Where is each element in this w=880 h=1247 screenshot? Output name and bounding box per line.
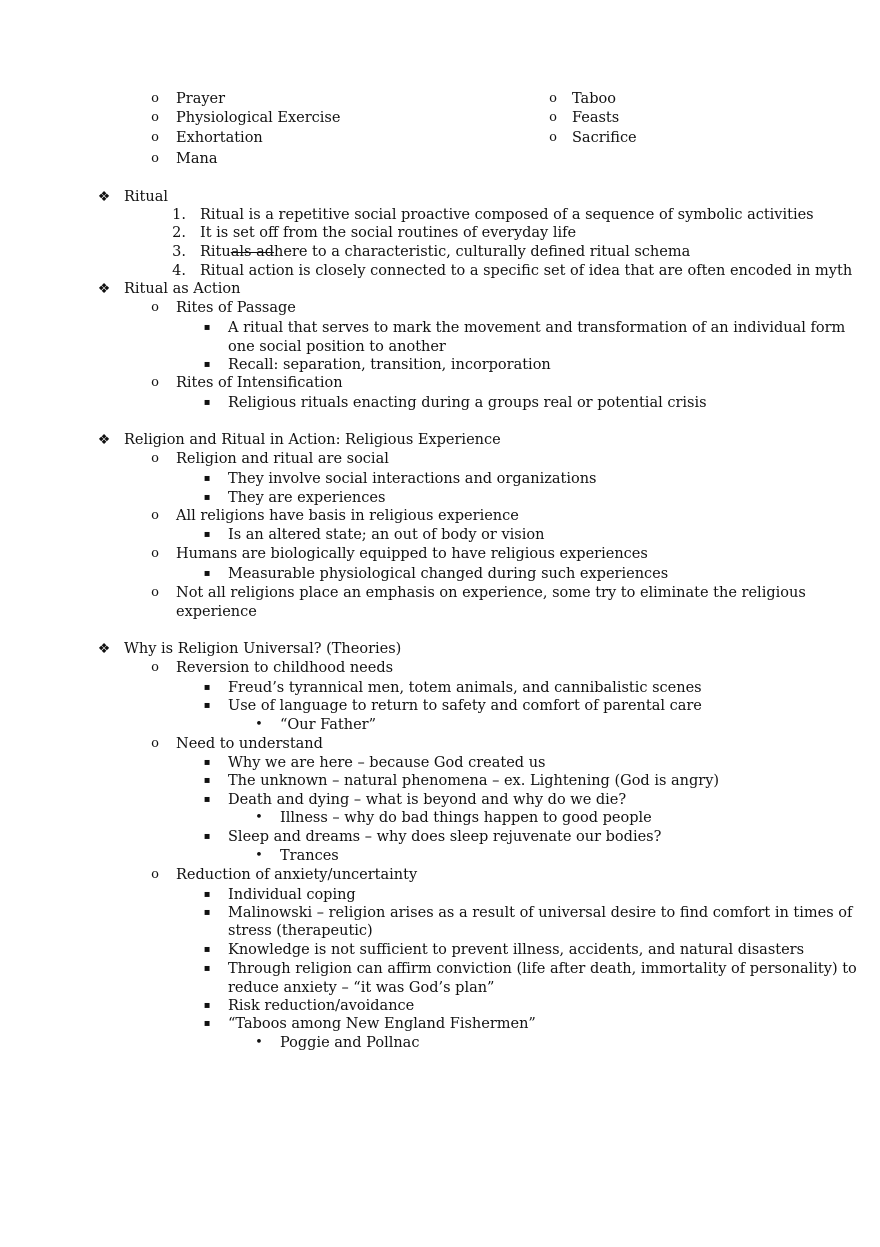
biologically-equipped: Humans are biologically equipped to have religious experiences (176, 546, 648, 562)
square-bullet: ▪ (203, 322, 211, 333)
list-item-sacrifice: Sacrifice (572, 130, 637, 146)
circle-bullet: o (151, 300, 159, 315)
heading-why-universal: Why is Religion Universal? (Theories) (124, 641, 402, 657)
reversion-childhood: Reversion to childhood needs (176, 660, 394, 676)
circle-bullet: o (151, 451, 159, 466)
list-number: 3. (172, 244, 186, 260)
diamond-bullet: ❖ (97, 432, 111, 448)
dot-bullet: • (255, 810, 263, 825)
square-bullet: ▪ (203, 529, 211, 540)
list-item-prayer: Prayer (176, 91, 226, 107)
square-bullet: ▪ (203, 1018, 211, 1029)
list-item-feasts: Feasts (572, 110, 620, 126)
ritual-point-3 (200, 243, 690, 261)
anxiety-item-2-cont: stress (therapeutic) (228, 923, 373, 939)
circle-bullet: o (549, 130, 557, 145)
square-bullet: ▪ (203, 568, 211, 579)
rites-of-passage: Rites of Passage (176, 300, 296, 316)
not-all-religions: Not all religions place an emphasis on experience, some try to eliminate the religious (176, 585, 806, 601)
ritual-point-2: It is set off from the social routines of everyday life (200, 225, 577, 241)
diamond-bullet: ❖ (97, 189, 111, 205)
square-bullet: ▪ (203, 473, 211, 484)
square-bullet: ▪ (203, 397, 211, 408)
ritual-point-3-struck-text: als ad (230, 244, 274, 260)
circle-bullet: o (151, 585, 159, 600)
square-bullet: ▪ (203, 831, 211, 842)
circle-bullet: o (151, 508, 159, 523)
reduction-of-anxiety: Reduction of anxiety/uncertainty (176, 867, 418, 883)
anxiety-item-3: Knowledge is not sufficient to prevent illness, accidents, and natural disasters (228, 942, 805, 958)
square-bullet: ▪ (203, 492, 211, 503)
anxiety-item-6: “Taboos among New England Fishermen” (228, 1016, 536, 1032)
ritual-point-1: Ritual is a repetitive social proactive composed of a sequence of symbolic activities (200, 207, 814, 223)
rites-of-intensification-item: Religious rituals enacting during a groups real or potential crisis (228, 395, 707, 411)
ritual-point-4: Ritual action is closely connected to a specific set of idea that are often encoded in myth (200, 263, 853, 279)
circle-bullet: o (151, 375, 159, 390)
list-item-exhortation: Exhortation (176, 130, 263, 146)
rites-of-passage-definition: A ritual that serves to mark the movement and transformation of an individual form (228, 320, 846, 336)
circle-bullet: o (151, 130, 159, 145)
heading-ritual: Ritual (124, 189, 169, 205)
circle-bullet: o (549, 110, 557, 125)
not-all-religions-cont: experience (176, 604, 257, 620)
anxiety-item-4-cont: reduce anxiety – “it was God’s plan” (228, 980, 495, 996)
square-bullet: ▪ (203, 757, 211, 768)
heading-ritual-as-action: Ritual as Action (124, 281, 241, 297)
anxiety-item-2: Malinowski – religion arises as a result of universal desire to find comfort in times of (228, 905, 853, 921)
understand-item-3-sub: Illness – why do bad things happen to good people (280, 810, 652, 826)
social-item-2: They are experiences (228, 490, 386, 506)
basis-item: Is an altered state; an out of body or vision (228, 527, 545, 543)
rites-of-passage-definition-cont: one social position to another (228, 339, 446, 355)
list-number: 1. (172, 207, 186, 223)
square-bullet: ▪ (203, 907, 211, 918)
diamond-bullet: ❖ (97, 281, 111, 297)
religion-ritual-social: Religion and ritual are social (176, 451, 389, 467)
square-bullet: ▪ (203, 963, 211, 974)
list-number: 4. (172, 263, 186, 279)
need-to-understand: Need to understand (176, 736, 323, 752)
circle-bullet: o (151, 110, 159, 125)
reversion-item-1: Freud’s tyrannical men, totem animals, and cannibalistic scenes (228, 680, 702, 696)
reversion-item-2: Use of language to return to safety and comfort of parental care (228, 698, 702, 714)
square-bullet: ▪ (203, 889, 211, 900)
circle-bullet: o (549, 91, 557, 106)
religious-experience-basis: All religions have basis in religious experience (176, 508, 519, 524)
rites-of-intensification: Rites of Intensification (176, 375, 343, 391)
understand-item-4-sub: Trances (280, 848, 339, 864)
anxiety-item-1: Individual coping (228, 887, 356, 903)
list-item-taboo: Taboo (572, 91, 616, 107)
understand-item-3: Death and dying – what is beyond and why do we die? (228, 792, 627, 808)
square-bullet: ▪ (203, 700, 211, 711)
circle-bullet: o (151, 736, 159, 751)
ritual-point-3-end: here to a characteristic, culturally defined ritual schema (274, 244, 691, 260)
anxiety-item-5: Risk reduction/avoidance (228, 998, 415, 1014)
anxiety-item-4: Through religion can affirm conviction (life after death, immortality of personality) to (228, 961, 857, 977)
circle-bullet: o (151, 546, 159, 561)
square-bullet: ▪ (203, 1000, 211, 1011)
rites-of-passage-recall: Recall: separation, transition, incorporation (228, 357, 551, 373)
circle-bullet: o (151, 151, 159, 166)
list-number: 2. (172, 225, 186, 241)
understand-item-2: The unknown – natural phenomena – ex. Lightening (God is angry) (228, 773, 720, 789)
ritual-point-3-start: Ritu (200, 244, 231, 260)
square-bullet: ▪ (203, 359, 211, 370)
biological-item: Measurable physiological changed during such experiences (228, 566, 669, 582)
heading-religious-experience: Religion and Ritual in Action: Religious Experience (124, 432, 501, 448)
anxiety-item-6-sub: Poggie and Pollnac (280, 1035, 420, 1051)
square-bullet: ▪ (203, 944, 211, 955)
circle-bullet: o (151, 660, 159, 675)
social-item-1: They involve social interactions and organizations (228, 471, 597, 487)
list-item-mana: Mana (176, 151, 218, 167)
understand-item-1: Why we are here – because God created us (228, 755, 546, 771)
dot-bullet: • (255, 848, 263, 863)
reversion-sub-item: “Our Father” (280, 717, 376, 733)
square-bullet: ▪ (203, 775, 211, 786)
dot-bullet: • (255, 1035, 263, 1050)
circle-bullet: o (151, 91, 159, 106)
dot-bullet: • (255, 717, 263, 732)
square-bullet: ▪ (203, 682, 211, 693)
list-item-physiological-exercise: Physiological Exercise (176, 110, 341, 126)
square-bullet: ▪ (203, 794, 211, 805)
diamond-bullet: ❖ (97, 641, 111, 657)
understand-item-4: Sleep and dreams – why does sleep rejuvenate our bodies? (228, 829, 662, 845)
circle-bullet: o (151, 867, 159, 882)
